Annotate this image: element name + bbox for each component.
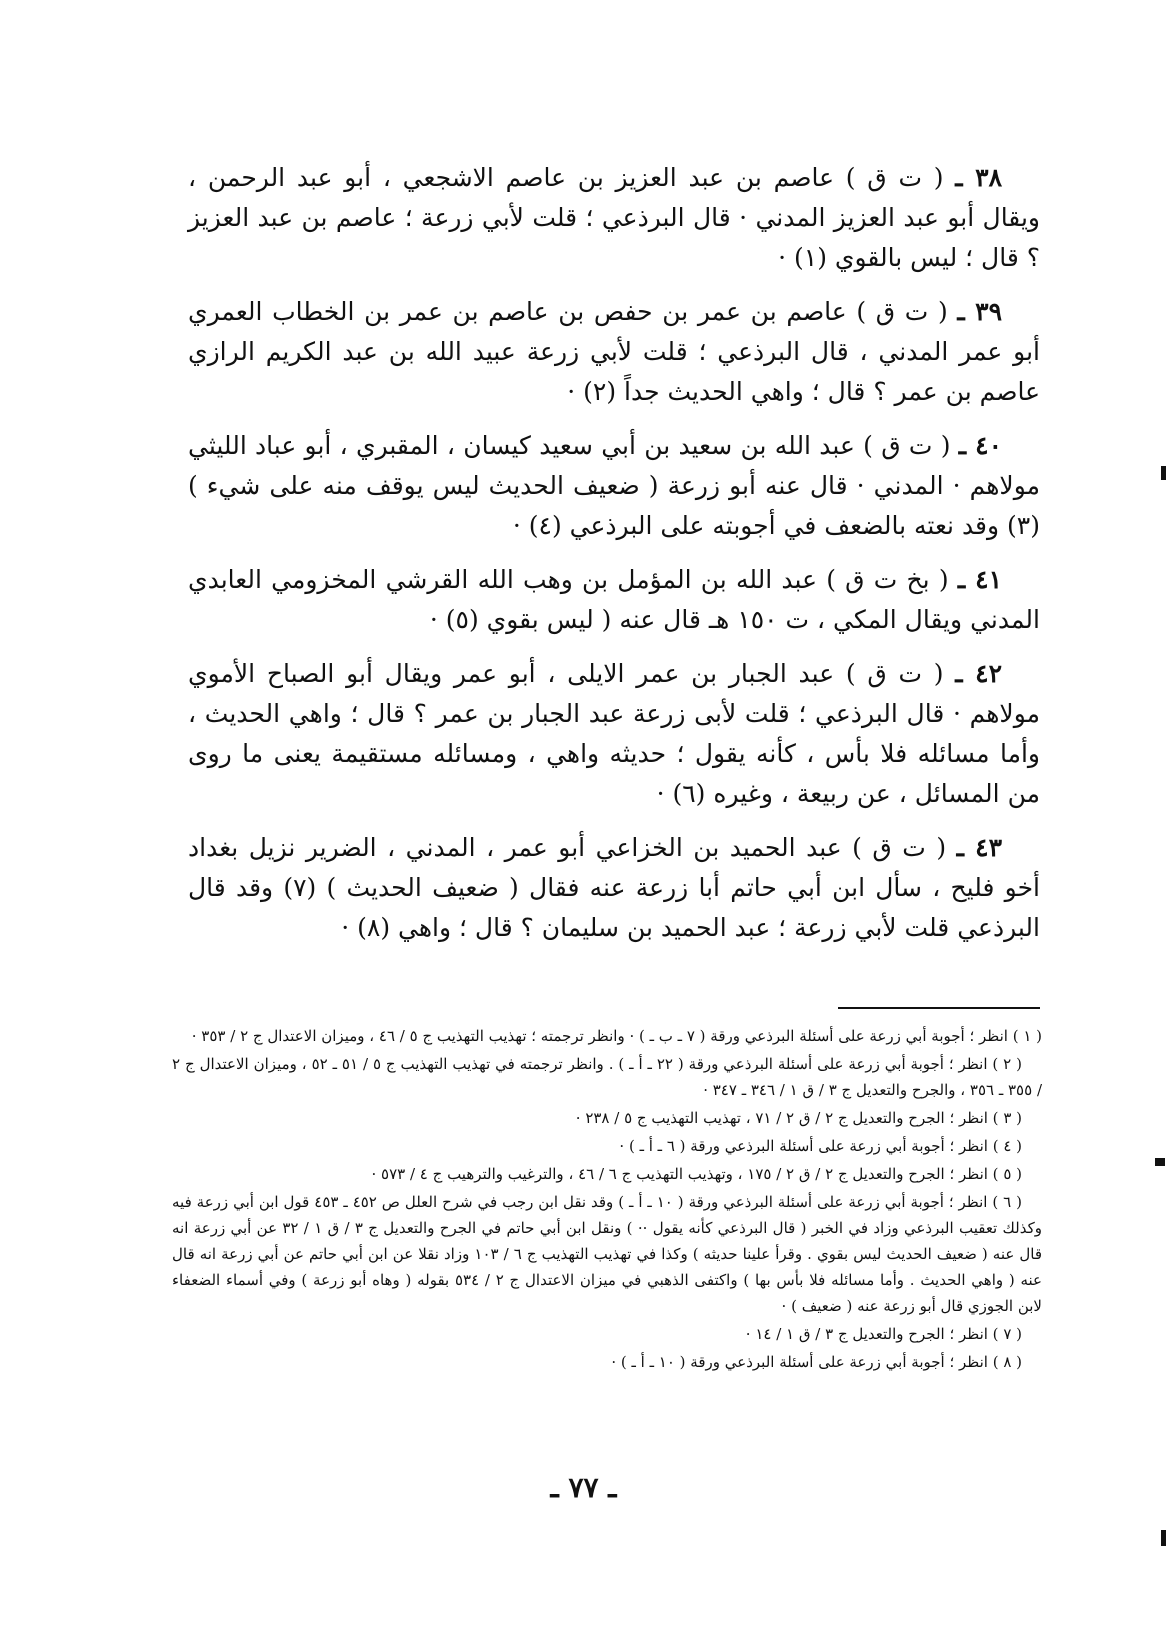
footnote-7: ( ٧ ) انظر ؛ الجرح والتعديل ج ٣ / ق ١ / ١٤ · [745,1325,1022,1343]
entry-number: ٤٣ ـ [956,833,1003,862]
entry-number: ٣٩ ـ [957,297,1002,326]
entry-number: ٤٠ ـ [958,431,1002,460]
scan-edge-mark [1155,1158,1165,1166]
entry-text: ( ت ق ) عبد الحميد بن الخزاعي أبو عمر ، المدني ، الضرير نزيل بغداد أخو فليح ، سأل ابن أبي حاتم أبا زرعة عنه فقال ( ضعيف الحديث ) (٧) وقد قال البرذعي قلت لأبي زرعة ؛ عبد الحميد بن سليمان ؟ قال ؛ واهي (٨) · [188,833,1040,942]
entry-number: ٣٨ ـ [955,163,1003,192]
footnote-4: ( ٤ ) انظر ؛ أجوبة أبي زرعة على أسئلة البرذعي ورقة ( ٦ ـ أ ـ ) · [619,1137,1022,1155]
scan-edge-mark [1161,1530,1166,1546]
footnote-6: ( ٦ ) انظر ؛ أجوبة أبي زرعة على أسئلة البرذعي ورقة ( ١٠ ـ أ ـ ) وقد نقل ابن رجب في شرح العلل ص ٤٥٢ ـ ٤٥٣ قول ابن أبي زرعة فيه وكذلك تعقيب البرذعي وزاد في الخبر ( قال البرذعي كأنه يقول ·· ) ونقل ابن أبي حاتم في الجرح والتعديل ج ٣ / ق ١ / ٣٢ عن أبي زرعة انه قال عنه ( ضعيف الحديث ليس بقوي . وقرأ علينا حديثه ) وكذا في تهذيب التهذيب ج ٦ / ١٠٣ وزاد نقلا عن ابن أبي حاتم عن أبي زرعة انه قال عنه ( واهي الحديث . وأما مسائله فلا بأس بها ) واكتفى الذهبي في ميزان الاعتدال ج ٢ / ٥٣٤ بقوله ( وهاه أبو زرعة ) وفي أسماء الضعفاء لابن الجوزي قال أبو زرعة عنه ( ضعيف ) · [172,1193,1043,1315]
entry-text: ( ت ق ) عاصم بن عبد العزيز بن عاصم الاشجعي ، أبو عبد الرحمن ، ويقال أبو عبد العزيز المدني · قال البرذعي ؛ قلت لأبي زرعة ؛ عاصم بن عبد العزيز ؟ قال ؛ ليس بالقوي (١) · [188,163,1040,272]
entry-text: ( ت ق ) عبد الجبار بن عمر الايلى ، أبو عمر ويقال أبو الصباح الأموي مولاهم · قال البرذعي ؛ قلت لأبى زرعة عبد الجبار بن عمر ؟ قال ؛ واهي الحديث ، وأما مسائله فلا بأس ، كأنه يقول ؛ حديثه واهي ، ومسائله مستقيمة يعنى ما روى من المسائل ، عن ربيعة ، وغيره (٦) · [188,659,1040,808]
footnote-2: ( ٢ ) انظر ؛ أجوبة أبي زرعة على أسئلة البرذعي ورقة ( ٢٢ ـ أ ـ ) . وانظر ترجمته في تهذيب التهذيب ج ٥ / ٥١ ـ ٥٢ ، وميزان الاعتدال ج ٢ / ٣٥٥ ـ ٣٥٦ ، والجرح والتعديل ج ٣ / ق ١ / ٣٤٦ ـ ٣٤٧ · [172,1055,1042,1099]
entry-39 [188,292,1040,412]
footnote-3: ( ٣ ) انظر ؛ الجرح والتعديل ج ٢ / ق ٢ / ٧١ ، تهذيب التهذيب ج ٥ / ٢٣٨ · [575,1109,1022,1127]
entry-number: ٤٢ ـ [955,659,1002,688]
main-text [188,158,1040,962]
entry-43 [188,828,1040,948]
page-number: ـ ٧٧ ـ [550,1471,617,1504]
footnote-1: ( ١ ) انظر ؛ أجوبة أبي زرعة على أسئلة البرذعي ورقة ( ٧ ـ ب ـ ) · وانظر ترجمته ؛ تهذيب التهذيب ج ٥ / ٤٦ ، وميزان الاعتدال ج ٢ / ٣٥٣ · [191,1027,1042,1045]
entry-text: ( بخ ت ق ) عبد الله بن المؤمل بن وهب الله القرشي المخزومي العابدي المدني ويقال المكي ، ت ١٥٠ هـ قال عنه ( ليس بقوي (٥) · [188,565,1040,634]
footnotes [172,1023,1042,1377]
entry-41 [188,560,1040,640]
footnote-5: ( ٥ ) انظر ؛ الجرح والتعديل ج ٢ / ق ٢ / ١٧٥ ، وتهذيب التهذيب ج ٦ / ٤٦ ، والترغيب والترهيب ج ٤ / ٥٧٣ · [371,1165,1022,1183]
scan-edge-mark [1161,466,1166,480]
footnote-8: ( ٨ ) انظر ؛ أجوبة أبي زرعة على أسئلة البرذعي ورقة ( ١٠ ـ أ ـ ) · [611,1353,1022,1371]
entry-text: ( ت ق ) عاصم بن عمر بن حفص بن عاصم بن عمر بن الخطاب العمري أبو عمر المدني ، قال البرذعي ؛ قلت لأبي زرعة عبيد الله بن عبد الكريم الرازي عاصم بن عمر ؟ قال ؛ واهي الحديث جداً (٢) · [188,297,1040,406]
entry-number: ٤١ ـ [957,565,1002,594]
entry-40 [188,426,1040,546]
entry-42 [188,654,1040,814]
footnote-divider [838,1007,1040,1009]
entry-text: ( ت ق ) عبد الله بن سعيد بن أبي سعيد كيسان ، المقبري ، أبو عباد الليثي مولاهم · المدني · قال عنه أبو زرعة ( ضعيف الحديث ليس يوقف منه على شيء ) (٣) وقد نعته بالضعف في أجوبته على البرذعي (٤) · [188,431,1040,540]
entry-38 [188,158,1040,278]
